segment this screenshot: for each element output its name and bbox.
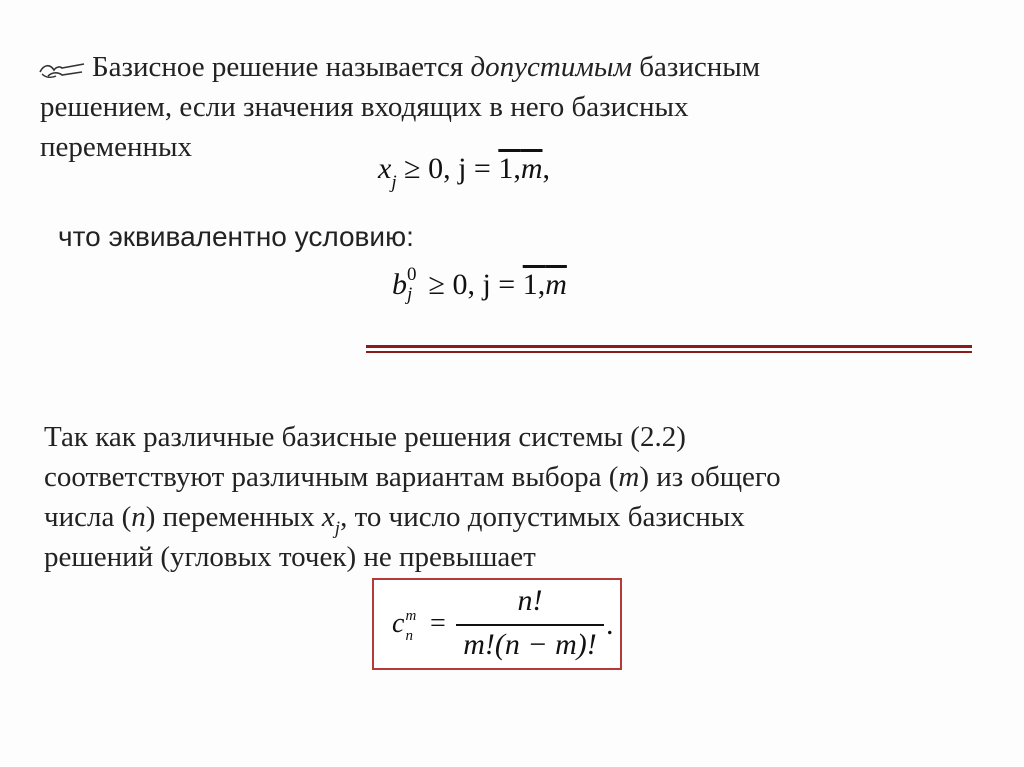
section-divider-bottom [366,351,972,353]
formula3-end: . [606,608,614,641]
formula1-var: x [378,152,392,185]
formula1-end: , [542,152,550,185]
formula1-sub: j [391,172,397,193]
formula-condition [392,264,567,305]
formula3-denominator: m!(n − m)! [463,628,597,661]
explanation-line-4: решений (угловых точек) не превышает [44,541,536,573]
definition-text-b: базисным [632,51,761,83]
formula1-range: 1,m [498,152,543,185]
definition-text-a: Базисное решение называется [92,51,471,83]
formula3-fraction-bar [456,624,604,626]
equivalence-text: что эквивалентно условию: [58,221,414,252]
formula2-var: b [392,268,407,301]
definition-emphasis: допустимым [470,51,632,83]
formula-nonnegativity [378,152,550,193]
explanation-line-1: Так как различные базисные решения системы (2.2) [44,421,686,453]
definition-line-1 [92,48,760,86]
explanation-line-2: соответствуют различным вариантам выбора (m) из общего [44,461,781,493]
formula3-lhs: c m n [392,608,417,644]
formula1-cond: ≥ 0, j = [404,152,499,185]
explanation-line-3: числа (n) переменных $x_j$, то число допустимых базисных [44,501,745,539]
formula2-cond: ≥ 0, j = [428,268,523,301]
section-divider-top [366,345,972,348]
formula3-equals: = [430,608,446,639]
formula2-sup: 0 [407,264,417,285]
formula2-range: 1,m [522,268,567,301]
pointing-hand-icon [38,58,86,80]
formula3-numerator: n! [517,584,543,617]
definition-line-2: решением, если значения входящих в него базисных [40,91,689,123]
formula2-sub: j [407,284,413,305]
definition-line-3: переменных [40,131,193,163]
combinations-formula-box [372,578,622,670]
